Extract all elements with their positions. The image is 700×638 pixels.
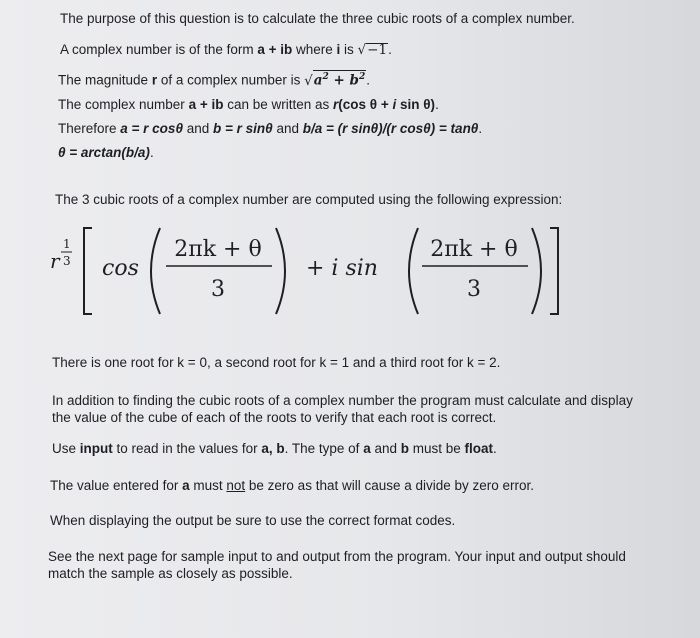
fraction1-denominator: 3 <box>211 277 225 302</box>
formula-exp-num: 1 <box>63 237 71 251</box>
magnitude-line: The magnitude r of a complex number is $√a^2 + b^2$. <box>58 72 370 89</box>
purpose-text: The purpose of this question is to calculate the three cubic roots of a complex number. <box>60 11 575 26</box>
formula-plus-i-sin: + i sin <box>306 256 378 281</box>
formula-cos: cos <box>102 256 139 281</box>
formula-svg <box>50 222 590 322</box>
format-codes-text: When displaying the output be sure to use the correct format codes. <box>50 513 456 528</box>
polar-form-line: The complex number a + ib can be written as r(cos θ + i sin θ). <box>58 97 439 112</box>
left-bracket <box>84 228 92 314</box>
right-bracket <box>550 228 558 314</box>
fraction2-denominator: 3 <box>467 277 481 302</box>
roots-k-text: There is one root for k = 0, a second root for k = 1 and a third root for k = 2. <box>52 355 501 370</box>
nonzero-instructions: The value entered for a must not be zero as that will cause a divide by zero error. <box>50 478 535 493</box>
sample-text: See the next page for sample input to and output from the program. Your input and output should match the sample as closely as possible. <box>48 549 626 581</box>
right-paren-2 <box>532 228 541 314</box>
fraction1-numerator: 2πk + θ <box>174 237 262 262</box>
input-instructions: Use input to read in the values for a, b. The type of a and b must be float. <box>52 441 497 456</box>
complex-form-line: A complex number is of the form a + ib where i is √−1. <box>60 42 392 58</box>
roots-intro-text: The 3 cubic roots of a complex number are computed using the following expression: <box>55 192 563 207</box>
arctan-line: θ = arctan(b/a). <box>58 145 154 160</box>
fraction2-numerator: 2πk + θ <box>430 237 518 262</box>
therefore-line: Therefore a = r cosθ and b = r sinθ and b/a = (r sinθ)/(r cosθ) = tanθ. <box>58 121 483 136</box>
left-paren-2 <box>409 228 418 314</box>
formula-exp-den: 3 <box>63 254 71 268</box>
formula-r: r <box>50 249 60 273</box>
verify-text: In addition to finding the cubic roots of a complex number the program must calculate and display the value of the cube of each of the roots to verify that each root is correct. <box>52 393 633 425</box>
left-paren-1 <box>151 228 160 314</box>
cubic-root-formula <box>50 222 590 322</box>
right-paren-1 <box>276 228 285 314</box>
